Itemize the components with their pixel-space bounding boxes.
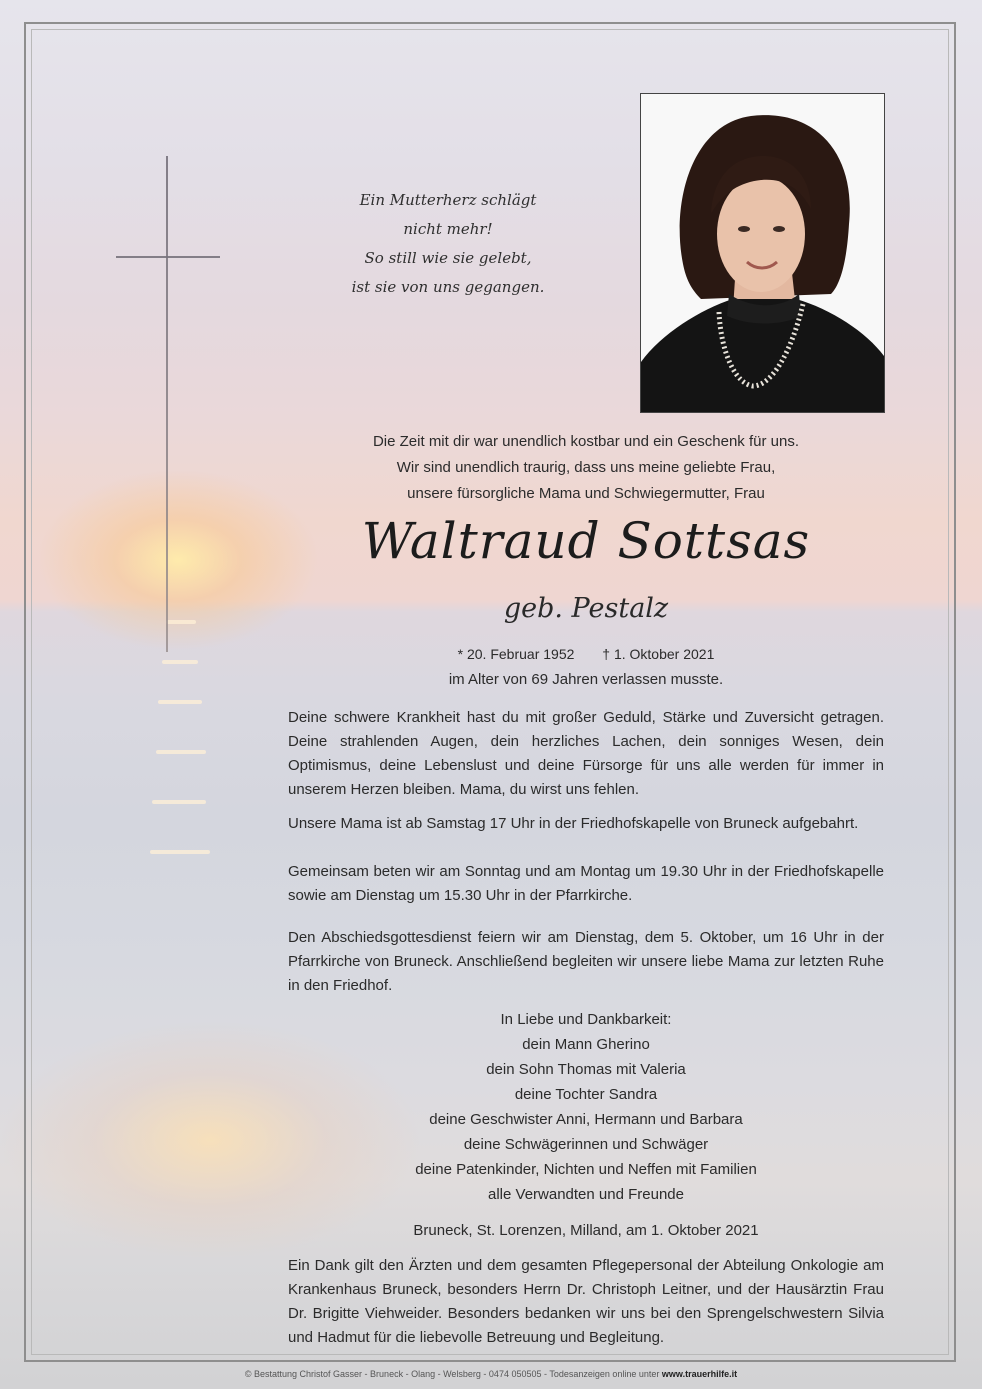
mourner-item: alle Verwandten und Freunde bbox=[488, 1186, 684, 1203]
intro-line: Die Zeit mit dir war unendlich kostbar und ein Geschenk für uns. bbox=[372, 433, 800, 450]
paragraph-thanks: Ein Dank gilt den Ärzten und dem gesamten Pflegepersonal der Abteilung Onkologie am Krankenhaus Bruneck, besonders Herrn Dr. Christoph Leitner, und der Hausärztin Frau Dr. Brigitte Viehweider. Besonders bedanken wir uns bei den Sprengelschwestern Silvia und Hadmut für die liebevolle Betreuung und Begleitung. bbox=[288, 1257, 884, 1346]
portrait-photo bbox=[640, 93, 885, 413]
cross-icon bbox=[166, 156, 168, 652]
poem bbox=[300, 186, 596, 302]
cross-icon-bar bbox=[116, 256, 220, 258]
mourner-item: deine Patenkinder, Nichten und Neffen mit Familien bbox=[415, 1161, 757, 1178]
mourner-item: dein Mann Gherino bbox=[522, 1036, 650, 1053]
maiden-name: geb. Pestalz bbox=[503, 593, 669, 624]
mourner-item: dein Sohn Thomas mit Valeria bbox=[486, 1061, 686, 1078]
paragraph-viewing: Unsere Mama ist ab Samstag 17 Uhr in der Friedhofskapelle von Bruneck aufgebahrt. bbox=[288, 815, 859, 832]
mourner-item: deine Schwägerinnen und Schwäger bbox=[463, 1136, 709, 1153]
footer-text: © Bestattung Christof Gasser - Bruneck - Olang - Welsberg - 0474 050505 - Todesanzeigen online unter bbox=[244, 1369, 660, 1379]
age-line: im Alter von 69 Jahren verlassen musste. bbox=[448, 671, 724, 688]
intro-line: Wir sind unendlich traurig, dass uns meine geliebte Frau, bbox=[396, 459, 776, 476]
footer bbox=[0, 1367, 982, 1381]
portrait-image bbox=[641, 94, 884, 412]
paragraph-illness: Deine schwere Krankheit hast du mit großer Geduld, Stärke und Zuversicht getragen. Deine strahlenden Augen, dein herzliches Lachen, dein sonniges Wesen, dein Optimismus, deine Lebenslust und deine Fürsorge für uns alle werden für immer in unserem Herzen bleiben. Mama, du wirst uns fehlen. bbox=[288, 709, 884, 798]
poem-line: ist sie von uns gegangen. bbox=[351, 278, 545, 296]
paragraph-funeral: Den Abschiedsgottesdienst feiern wir am Dienstag, dem 5. Oktober, um 16 Uhr in der Pfarrkirche von Bruneck. Anschließend begleiten wir unsere liebe Mama zur letzten Ruhe in den Friedhof. bbox=[288, 929, 884, 994]
deceased-name: Waltraud Sottsas bbox=[361, 512, 811, 570]
mourner-item: deine Geschwister Anni, Hermann und Barbara bbox=[429, 1111, 743, 1128]
life-dates bbox=[288, 643, 884, 665]
poem-line: nicht mehr! bbox=[403, 220, 493, 238]
intro-line: unsere fürsorgliche Mama und Schwiegermutter, Frau bbox=[407, 485, 765, 502]
intro-text bbox=[288, 429, 884, 507]
poem-line: So still wie sie gelebt, bbox=[364, 249, 532, 267]
paragraph-prayers: Gemeinsam beten wir am Sonntag und am Montag um 19.30 Uhr in der Friedhofskapelle sowie am Dienstag um 15.30 Uhr in der Pfarrkirche. bbox=[288, 863, 884, 904]
mourners-list bbox=[288, 1007, 884, 1207]
birth-date: * 20. Februar 1952 bbox=[457, 646, 575, 662]
place-and-date: Bruneck, St. Lorenzen, Milland, am 1. Oktober 2021 bbox=[413, 1222, 759, 1239]
poem-line: Ein Mutterherz schlägt bbox=[359, 191, 537, 209]
mourners-heading: In Liebe und Dankbarkeit: bbox=[500, 1011, 672, 1028]
death-date: † 1. Oktober 2021 bbox=[602, 646, 715, 662]
footer-link[interactable]: www.trauerhilfe.it bbox=[661, 1369, 738, 1379]
mourner-item: deine Tochter Sandra bbox=[514, 1086, 658, 1103]
